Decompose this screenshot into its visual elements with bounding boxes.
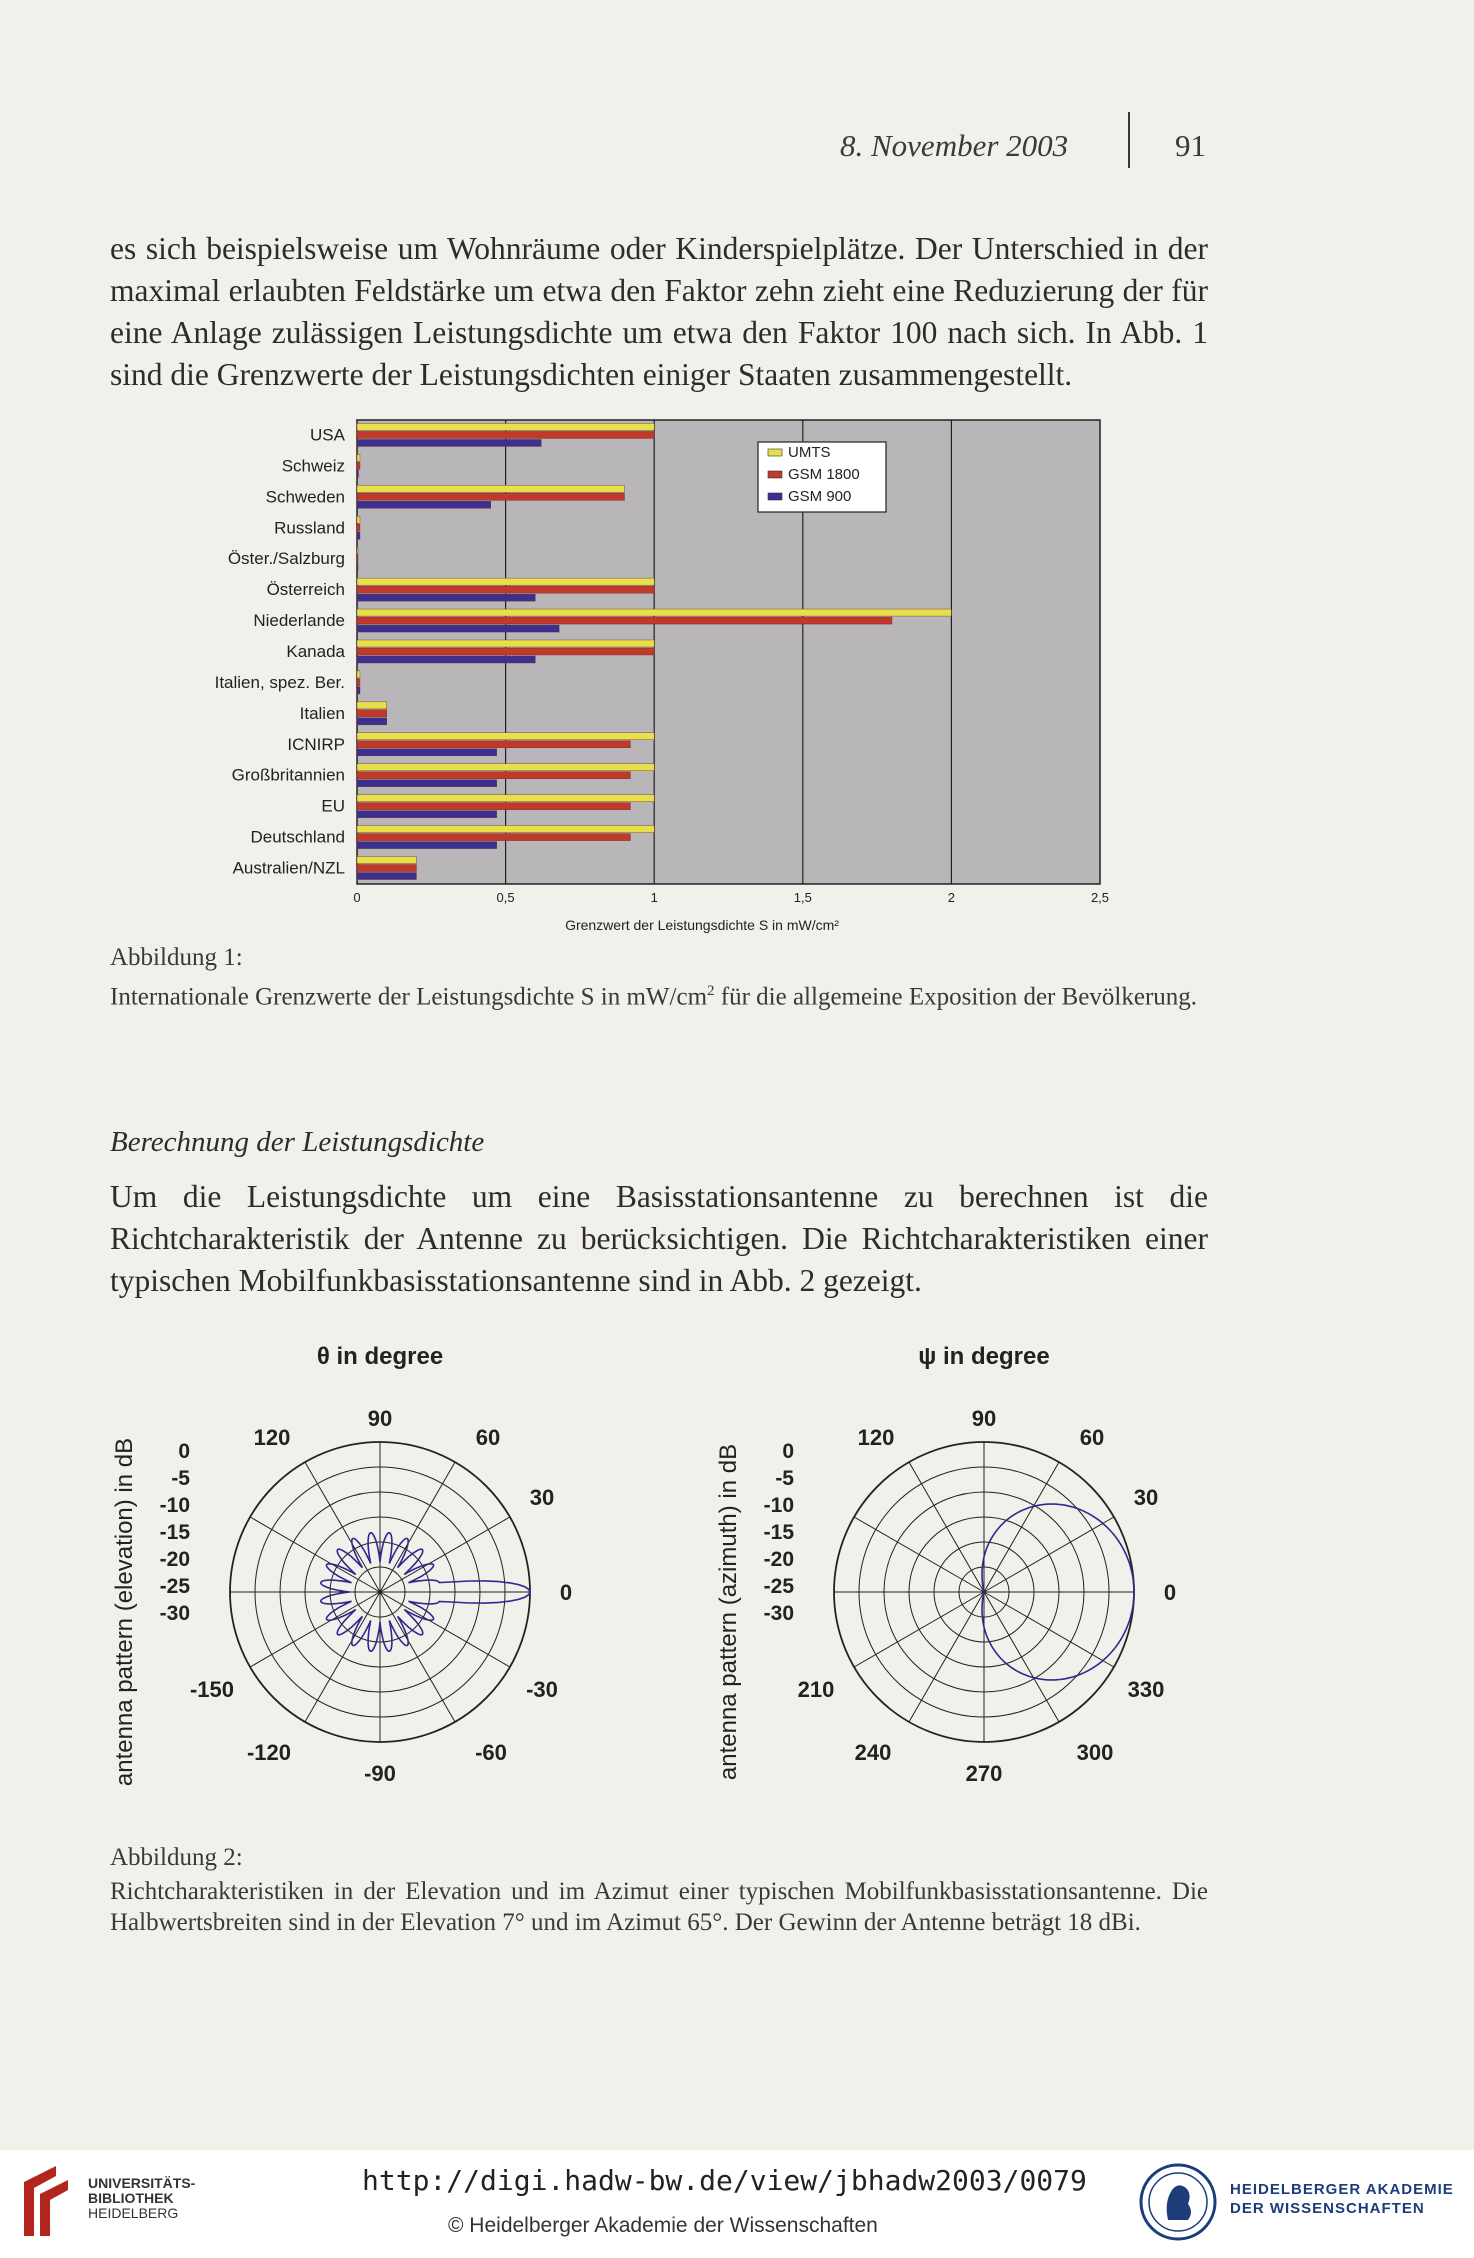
source-url-link[interactable]: http://digi.hadw-bw.de/view/jbhadw2003/0079 <box>362 2164 1087 2197</box>
polar-title: ψ in degree <box>918 1343 1050 1370</box>
bar-umts <box>357 826 654 833</box>
bar-umts <box>357 578 654 585</box>
bar-gsm-900 <box>357 439 541 446</box>
angle-label: 0 <box>559 1580 573 1605</box>
bar-gsm-1800 <box>357 524 360 531</box>
polar-spoke <box>305 1462 380 1592</box>
legend-entry: UMTS <box>788 444 831 461</box>
angle-label: 60 <box>475 1425 501 1450</box>
angle-label: -60 <box>475 1740 507 1765</box>
bar-gsm-1800 <box>357 710 387 717</box>
radial-tick-label: -10 <box>763 1494 794 1517</box>
bar-gsm-900 <box>357 656 535 663</box>
bar-umts <box>357 764 654 771</box>
polar-spoke <box>250 1592 380 1667</box>
x-tick-label: 1,5 <box>793 890 812 905</box>
radial-tick-label: -30 <box>159 1602 190 1625</box>
angle-label: 30 <box>1133 1485 1159 1510</box>
radial-tick-label: -25 <box>763 1575 794 1598</box>
bar-gsm-900 <box>357 563 358 570</box>
angle-label: 210 <box>797 1677 835 1702</box>
category-label: Deutschland <box>250 827 345 847</box>
bar-gsm-900 <box>357 532 360 539</box>
polar-spoke <box>984 1517 1114 1592</box>
bar-umts <box>357 702 387 709</box>
bar-umts <box>357 640 654 647</box>
angle-label: 90 <box>367 1406 393 1431</box>
copyright-text: © Heidelberger Akademie der Wissenschaften <box>448 2214 878 2237</box>
bar-gsm-1800 <box>357 617 892 624</box>
polar-spoke <box>984 1592 1114 1667</box>
figure-2-label: Abbildung 2: <box>110 1844 243 1871</box>
figure-2-polar-charts <box>110 1332 1230 1832</box>
chart-legend <box>758 442 886 512</box>
bar-gsm-900 <box>357 718 387 725</box>
angle-label: -90 <box>364 1761 396 1786</box>
category-label: USA <box>310 425 345 445</box>
polar-spoke <box>854 1592 984 1667</box>
bar-umts <box>357 795 654 802</box>
category-label: ICNIRP <box>287 734 345 754</box>
radial-tick-label: 0 <box>178 1440 190 1463</box>
radial-tick-label: -25 <box>159 1575 190 1598</box>
bar-gsm-900 <box>357 811 497 818</box>
polar-spoke <box>909 1462 984 1592</box>
figure-2-caption: Richtcharakteristiken in der Elevation und im Azimut einer typischen Mobilfunkbasisstationsantenne. Die Halbwertsbreiten sind in der Elevation 7° und im Azimut 65°. Der Gewinn der Antenne beträgt 18 dBi. <box>110 1878 1208 1936</box>
bar-gsm-1800 <box>357 462 360 469</box>
radial-tick-label: -20 <box>763 1548 794 1571</box>
category-label: Italien <box>299 703 345 723</box>
polar-spoke <box>250 1517 380 1592</box>
bar-gsm-1800 <box>357 586 654 593</box>
angle-label: -150 <box>189 1677 235 1702</box>
header-divider <box>1128 112 1130 168</box>
x-tick-label: 0,5 <box>496 890 515 905</box>
bar-gsm-900 <box>357 625 559 632</box>
bar-umts <box>357 454 360 461</box>
bar-gsm-900 <box>357 749 497 756</box>
polar-spoke <box>305 1592 380 1722</box>
radial-tick-label: 0 <box>782 1440 794 1463</box>
angle-label: 120 <box>253 1425 291 1450</box>
radial-tick-label: -30 <box>763 1602 794 1625</box>
legend-swatch <box>768 449 782 456</box>
section-title: Berechnung der Leistungsdichte <box>110 1126 485 1158</box>
bar-gsm-900 <box>357 501 491 508</box>
x-tick-label: 1 <box>650 890 658 905</box>
bar-umts <box>357 857 416 864</box>
polar-y-label: antenna pattern (elevation) in dB <box>111 1437 138 1787</box>
angle-label: 0 <box>1163 1580 1177 1605</box>
bar-gsm-1800 <box>357 865 416 872</box>
radial-tick-label: -10 <box>159 1494 190 1517</box>
legend-swatch <box>768 471 782 478</box>
page-number: 91 <box>1175 128 1206 163</box>
category-label: Niederlande <box>253 611 345 631</box>
bar-gsm-900 <box>357 470 358 477</box>
angle-label: 90 <box>971 1406 997 1431</box>
academy-seal-icon <box>1138 2162 1218 2242</box>
angle-label: 30 <box>529 1485 555 1510</box>
angle-label: 120 <box>857 1425 895 1450</box>
x-tick-label: 0 <box>353 890 361 905</box>
bar-umts <box>357 485 624 492</box>
running-header-date: 8. November 2003 <box>840 128 1069 163</box>
category-label: Kanada <box>286 642 345 661</box>
figure-1-label: Abbildung 1: <box>110 944 243 971</box>
angle-label: 330 <box>1127 1677 1165 1702</box>
bar-gsm-900 <box>357 780 497 787</box>
bar-gsm-1800 <box>357 493 624 500</box>
bar-gsm-900 <box>357 594 535 601</box>
category-label: Schweiz <box>281 456 345 476</box>
bar-umts <box>357 423 654 430</box>
polar-spoke <box>984 1592 1059 1722</box>
bar-gsm-1800 <box>357 431 654 438</box>
category-label: Österreich <box>266 580 345 600</box>
polar-spoke <box>984 1462 1059 1592</box>
polar-spoke <box>909 1592 984 1722</box>
bar-umts <box>357 547 358 554</box>
bar-umts <box>357 671 360 678</box>
figure-1-caption: Internationale Grenzwerte der Leistungsdichte S in $mW/cm^2$ für die allgemeine Exposition der Bevölkerung. <box>110 983 1198 1011</box>
bar-umts <box>357 516 360 523</box>
x-tick-label: 2,5 <box>1090 890 1110 905</box>
angle-label: 240 <box>854 1740 892 1765</box>
bar-gsm-1800 <box>357 679 360 686</box>
bar-gsm-1800 <box>357 741 630 748</box>
legend-entry: GSM 900 <box>788 488 852 505</box>
category-label: Russland <box>274 518 345 538</box>
angle-label: 270 <box>965 1761 1003 1786</box>
bar-gsm-900 <box>357 842 497 849</box>
category-label: Australien/NZL <box>232 858 345 878</box>
angle-label: 300 <box>1076 1740 1114 1765</box>
bar-gsm-1800 <box>357 834 630 841</box>
library-logo-icon <box>16 2162 78 2244</box>
radial-tick-label: -5 <box>171 1467 190 1490</box>
radial-tick-label: -20 <box>159 1548 190 1571</box>
polar-spoke <box>380 1592 455 1722</box>
radial-tick-label: -5 <box>775 1467 794 1490</box>
x-tick-label: 2 <box>947 890 956 905</box>
angle-label: -120 <box>246 1740 292 1765</box>
angle-label: -30 <box>526 1677 558 1702</box>
radial-tick-label: -15 <box>763 1521 794 1544</box>
bar-gsm-900 <box>357 873 416 880</box>
x-axis-label: Grenzwert der Leistungsdichte S in mW/cm² <box>565 917 839 933</box>
legend-swatch <box>768 493 782 500</box>
legend-entry: GSM 1800 <box>788 466 860 483</box>
polar-spoke <box>380 1462 455 1592</box>
bar-gsm-1800 <box>357 648 654 655</box>
bar-umts <box>357 609 951 616</box>
bar-gsm-1800 <box>357 803 630 810</box>
academy-name: HEIDELBERGER AKADEMIE DER WISSENSCHAFTEN <box>1230 2181 1454 2217</box>
category-label: EU <box>321 796 345 816</box>
body-paragraph-2: Um die Leistungsdichte um eine Basisstationsantenne zu berechnen ist die Richtcharakteristik der Antenne zu berücksichtigen. Die Richtcharakteristiken einer typischen Mobilfunkbasisstationsantenne sind in Abb. 2 gezeigt. <box>110 1179 1208 1298</box>
bar-gsm-900 <box>357 687 360 694</box>
category-label: Schweden <box>265 487 345 507</box>
radial-tick-label: -15 <box>159 1521 190 1544</box>
figure-1-bar-chart <box>140 408 1130 938</box>
category-label: Öster./Salzburg <box>227 549 345 569</box>
angle-label: 60 <box>1079 1425 1105 1450</box>
library-name: UNIVERSITÄTS- BIBLIOTHEK HEIDELBERG <box>88 2175 196 2221</box>
polar-title: θ in degree <box>316 1343 444 1370</box>
polar-spoke <box>854 1517 984 1592</box>
bar-umts <box>357 733 654 740</box>
bar-gsm-1800 <box>357 772 630 779</box>
bar-gsm-1800 <box>357 555 358 562</box>
body-paragraph-1: es sich beispielsweise um Wohnräume oder Kinderspielplätze. Der Unterschied in der maximal erlaubten Feldstärke um etwa den Faktor zehn zieht eine Reduzierung der für eine Anlage zulässigen Leistungsdichte um etwa den Faktor 100 nach sich. In Abb. 1 sind die Grenzwerte der Leistungsdichten einiger Staaten zusammengestellt. <box>110 231 1208 392</box>
category-label: Großbritannien <box>231 765 345 785</box>
polar-y-label: antenna pattern (azimuth) in dB <box>715 1443 742 1781</box>
category-label: Italien, spez. Ber. <box>214 672 345 692</box>
